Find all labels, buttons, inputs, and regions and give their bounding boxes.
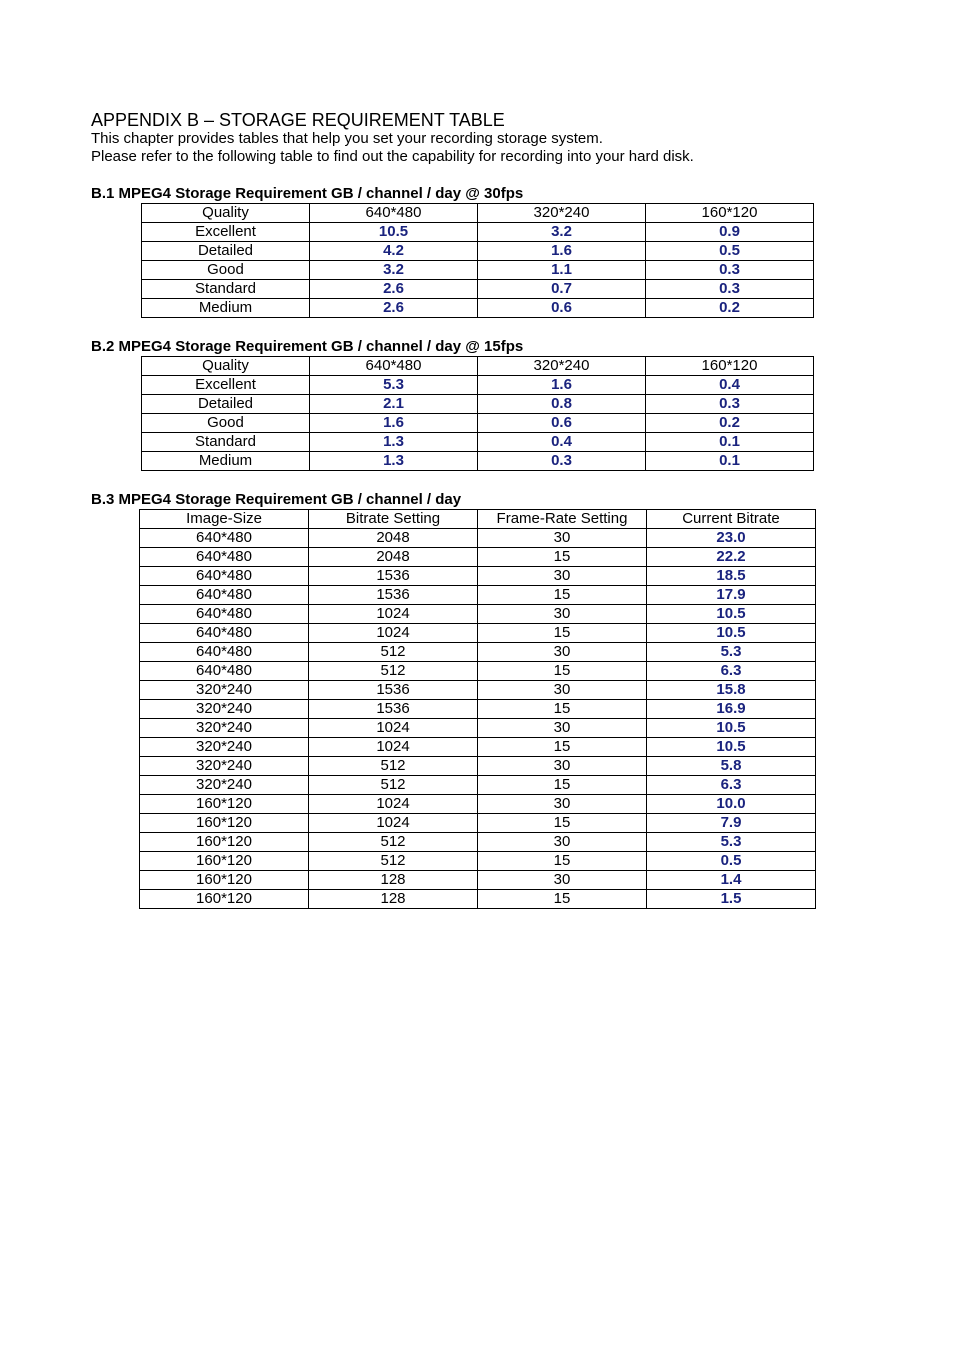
document-page bbox=[91, 110, 851, 907]
table-cell: 640*480 bbox=[140, 643, 309, 662]
storage-table-bitrate bbox=[139, 509, 816, 909]
table-cell: 30 bbox=[478, 567, 647, 586]
table-cell: 128 bbox=[309, 871, 478, 890]
value-cell: 1.5 bbox=[647, 890, 816, 909]
value-cell: 3.2 bbox=[310, 261, 478, 280]
storage-table-15fps bbox=[141, 356, 814, 471]
table-cell: 160*120 bbox=[140, 833, 309, 852]
value-cell: 0.5 bbox=[647, 852, 816, 871]
value-cell: 5.8 bbox=[647, 757, 816, 776]
table-cell: 1024 bbox=[309, 719, 478, 738]
table-row bbox=[142, 299, 814, 318]
table-row bbox=[142, 433, 814, 452]
table-cell: 640*480 bbox=[140, 586, 309, 605]
table-row bbox=[140, 757, 816, 776]
table-cell: 1536 bbox=[309, 567, 478, 586]
table-row bbox=[140, 529, 816, 548]
table-cell: 1024 bbox=[309, 814, 478, 833]
table-cell: 160*120 bbox=[140, 814, 309, 833]
value-cell: 6.3 bbox=[647, 776, 816, 795]
value-cell: 0.6 bbox=[478, 299, 646, 318]
value-cell: 5.3 bbox=[310, 376, 478, 395]
table-cell: 1536 bbox=[309, 586, 478, 605]
table-row bbox=[142, 242, 814, 261]
value-cell: 2.6 bbox=[310, 299, 478, 318]
table-cell: 512 bbox=[309, 757, 478, 776]
column-header: 640*480 bbox=[310, 357, 478, 376]
table-cell: 512 bbox=[309, 852, 478, 871]
table-cell: Standard bbox=[142, 280, 310, 299]
table-cell: 512 bbox=[309, 643, 478, 662]
section-heading-b2: B.2 MPEG4 Storage Requirement GB / channel / day @ 15fps bbox=[91, 338, 524, 355]
table-cell: Good bbox=[142, 414, 310, 433]
table-cell: 30 bbox=[478, 643, 647, 662]
table-cell: 30 bbox=[478, 833, 647, 852]
table-cell: 640*480 bbox=[140, 605, 309, 624]
table-row bbox=[142, 261, 814, 280]
table-cell: 2048 bbox=[309, 548, 478, 567]
table-cell: Excellent bbox=[142, 376, 310, 395]
table-cell: 320*240 bbox=[140, 776, 309, 795]
table-header-row bbox=[142, 357, 814, 376]
value-cell: 0.3 bbox=[478, 452, 646, 471]
value-cell: 10.5 bbox=[310, 223, 478, 242]
table-row bbox=[142, 414, 814, 433]
value-cell: 1.4 bbox=[647, 871, 816, 890]
table-cell: 320*240 bbox=[140, 738, 309, 757]
column-header: 160*120 bbox=[646, 357, 814, 376]
table-cell: 15 bbox=[478, 586, 647, 605]
value-cell: 5.3 bbox=[647, 833, 816, 852]
value-cell: 0.2 bbox=[646, 299, 814, 318]
table-row bbox=[140, 719, 816, 738]
table-cell: 640*480 bbox=[140, 548, 309, 567]
value-cell: 0.4 bbox=[478, 433, 646, 452]
table-row bbox=[140, 605, 816, 624]
table-cell: 640*480 bbox=[140, 662, 309, 681]
value-cell: 2.6 bbox=[310, 280, 478, 299]
table-cell: 1024 bbox=[309, 738, 478, 757]
table-row bbox=[140, 795, 816, 814]
value-cell: 1.3 bbox=[310, 433, 478, 452]
value-cell: 0.5 bbox=[646, 242, 814, 261]
value-cell: 10.5 bbox=[647, 719, 816, 738]
table-cell: 320*240 bbox=[140, 700, 309, 719]
table-row bbox=[140, 700, 816, 719]
column-header: 320*240 bbox=[478, 357, 646, 376]
page-title: APPENDIX B – STORAGE REQUIREMENT TABLE bbox=[91, 110, 505, 130]
table-row bbox=[142, 395, 814, 414]
value-cell: 6.3 bbox=[647, 662, 816, 681]
table-cell: 15 bbox=[478, 814, 647, 833]
table-cell: 512 bbox=[309, 662, 478, 681]
value-cell: 10.0 bbox=[647, 795, 816, 814]
value-cell: 0.9 bbox=[646, 223, 814, 242]
value-cell: 4.2 bbox=[310, 242, 478, 261]
column-header: Bitrate Setting bbox=[309, 510, 478, 529]
table-row bbox=[140, 833, 816, 852]
table-cell: Medium bbox=[142, 299, 310, 318]
table-cell: 512 bbox=[309, 833, 478, 852]
table-cell: 1536 bbox=[309, 700, 478, 719]
table-row bbox=[140, 890, 816, 909]
table-cell: 640*480 bbox=[140, 567, 309, 586]
table-cell: 15 bbox=[478, 548, 647, 567]
value-cell: 7.9 bbox=[647, 814, 816, 833]
value-cell: 1.1 bbox=[478, 261, 646, 280]
value-cell: 0.6 bbox=[478, 414, 646, 433]
table-row bbox=[142, 452, 814, 471]
table-cell: 160*120 bbox=[140, 890, 309, 909]
table-cell: 30 bbox=[478, 605, 647, 624]
table-cell: 15 bbox=[478, 624, 647, 643]
table-cell: 640*480 bbox=[140, 624, 309, 643]
table-row bbox=[142, 223, 814, 242]
value-cell: 22.2 bbox=[647, 548, 816, 567]
table-cell: 30 bbox=[478, 719, 647, 738]
value-cell: 18.5 bbox=[647, 567, 816, 586]
value-cell: 10.5 bbox=[647, 738, 816, 757]
table-cell: Standard bbox=[142, 433, 310, 452]
table-cell: 160*120 bbox=[140, 852, 309, 871]
value-cell: 5.3 bbox=[647, 643, 816, 662]
value-cell: 1.6 bbox=[478, 242, 646, 261]
table-header-row bbox=[142, 204, 814, 223]
table-cell: 320*240 bbox=[140, 681, 309, 700]
table-row bbox=[140, 548, 816, 567]
table-cell: Medium bbox=[142, 452, 310, 471]
table-cell: 15 bbox=[478, 738, 647, 757]
table-cell: 512 bbox=[309, 776, 478, 795]
table-row bbox=[140, 662, 816, 681]
table-row bbox=[140, 776, 816, 795]
table-row bbox=[140, 643, 816, 662]
table-cell: Good bbox=[142, 261, 310, 280]
value-cell: 0.3 bbox=[646, 261, 814, 280]
table-row bbox=[140, 586, 816, 605]
intro-line-2: Please refer to the following table to find out the capability for recording into your hard disk. bbox=[91, 148, 694, 165]
value-cell: 17.9 bbox=[647, 586, 816, 605]
section-heading-b3: B.3 MPEG4 Storage Requirement GB / channel / day bbox=[91, 491, 462, 508]
table-cell: 15 bbox=[478, 700, 647, 719]
table-cell: 15 bbox=[478, 852, 647, 871]
table-header-row bbox=[140, 510, 816, 529]
table-cell: 160*120 bbox=[140, 871, 309, 890]
table-row bbox=[140, 871, 816, 890]
value-cell: 0.3 bbox=[646, 280, 814, 299]
value-cell: 0.7 bbox=[478, 280, 646, 299]
table-cell: 1536 bbox=[309, 681, 478, 700]
table-cell: 30 bbox=[478, 529, 647, 548]
value-cell: 0.4 bbox=[646, 376, 814, 395]
table-cell: Detailed bbox=[142, 395, 310, 414]
table-cell: 1024 bbox=[309, 624, 478, 643]
column-header: 160*120 bbox=[646, 204, 814, 223]
table-cell: 1024 bbox=[309, 795, 478, 814]
table-cell: 15 bbox=[478, 662, 647, 681]
table-cell: 160*120 bbox=[140, 795, 309, 814]
table-cell: 30 bbox=[478, 795, 647, 814]
value-cell: 0.8 bbox=[478, 395, 646, 414]
value-cell: 1.6 bbox=[478, 376, 646, 395]
table-cell: Excellent bbox=[142, 223, 310, 242]
table-row bbox=[142, 376, 814, 395]
value-cell: 1.3 bbox=[310, 452, 478, 471]
table-cell: 15 bbox=[478, 776, 647, 795]
table-row bbox=[142, 280, 814, 299]
value-cell: 15.8 bbox=[647, 681, 816, 700]
value-cell: 0.3 bbox=[646, 395, 814, 414]
column-header: 320*240 bbox=[478, 204, 646, 223]
table-cell: Detailed bbox=[142, 242, 310, 261]
value-cell: 1.6 bbox=[310, 414, 478, 433]
table-row bbox=[140, 567, 816, 586]
column-header: Current Bitrate bbox=[647, 510, 816, 529]
storage-table-30fps bbox=[141, 203, 814, 318]
value-cell: 3.2 bbox=[478, 223, 646, 242]
table-row bbox=[140, 624, 816, 643]
table-cell: 30 bbox=[478, 681, 647, 700]
column-header: Quality bbox=[142, 204, 310, 223]
table-cell: 1024 bbox=[309, 605, 478, 624]
value-cell: 10.5 bbox=[647, 624, 816, 643]
section-heading-b1: B.1 MPEG4 Storage Requirement GB / channel / day @ 30fps bbox=[91, 185, 524, 202]
column-header: Quality bbox=[142, 357, 310, 376]
table-cell: 320*240 bbox=[140, 719, 309, 738]
table-cell: 640*480 bbox=[140, 529, 309, 548]
column-header: Frame-Rate Setting bbox=[478, 510, 647, 529]
table-row bbox=[140, 814, 816, 833]
table-cell: 30 bbox=[478, 871, 647, 890]
table-cell: 320*240 bbox=[140, 757, 309, 776]
value-cell: 0.2 bbox=[646, 414, 814, 433]
value-cell: 16.9 bbox=[647, 700, 816, 719]
table-cell: 2048 bbox=[309, 529, 478, 548]
table-cell: 30 bbox=[478, 757, 647, 776]
table-cell: 15 bbox=[478, 890, 647, 909]
value-cell: 2.1 bbox=[310, 395, 478, 414]
value-cell: 0.1 bbox=[646, 452, 814, 471]
value-cell: 10.5 bbox=[647, 605, 816, 624]
intro-line-1: This chapter provides tables that help you set your recording storage system. bbox=[91, 130, 603, 147]
table-row bbox=[140, 852, 816, 871]
table-cell: 128 bbox=[309, 890, 478, 909]
column-header: 640*480 bbox=[310, 204, 478, 223]
value-cell: 23.0 bbox=[647, 529, 816, 548]
table-row bbox=[140, 738, 816, 757]
value-cell: 0.1 bbox=[646, 433, 814, 452]
table-row bbox=[140, 681, 816, 700]
column-header: Image-Size bbox=[140, 510, 309, 529]
